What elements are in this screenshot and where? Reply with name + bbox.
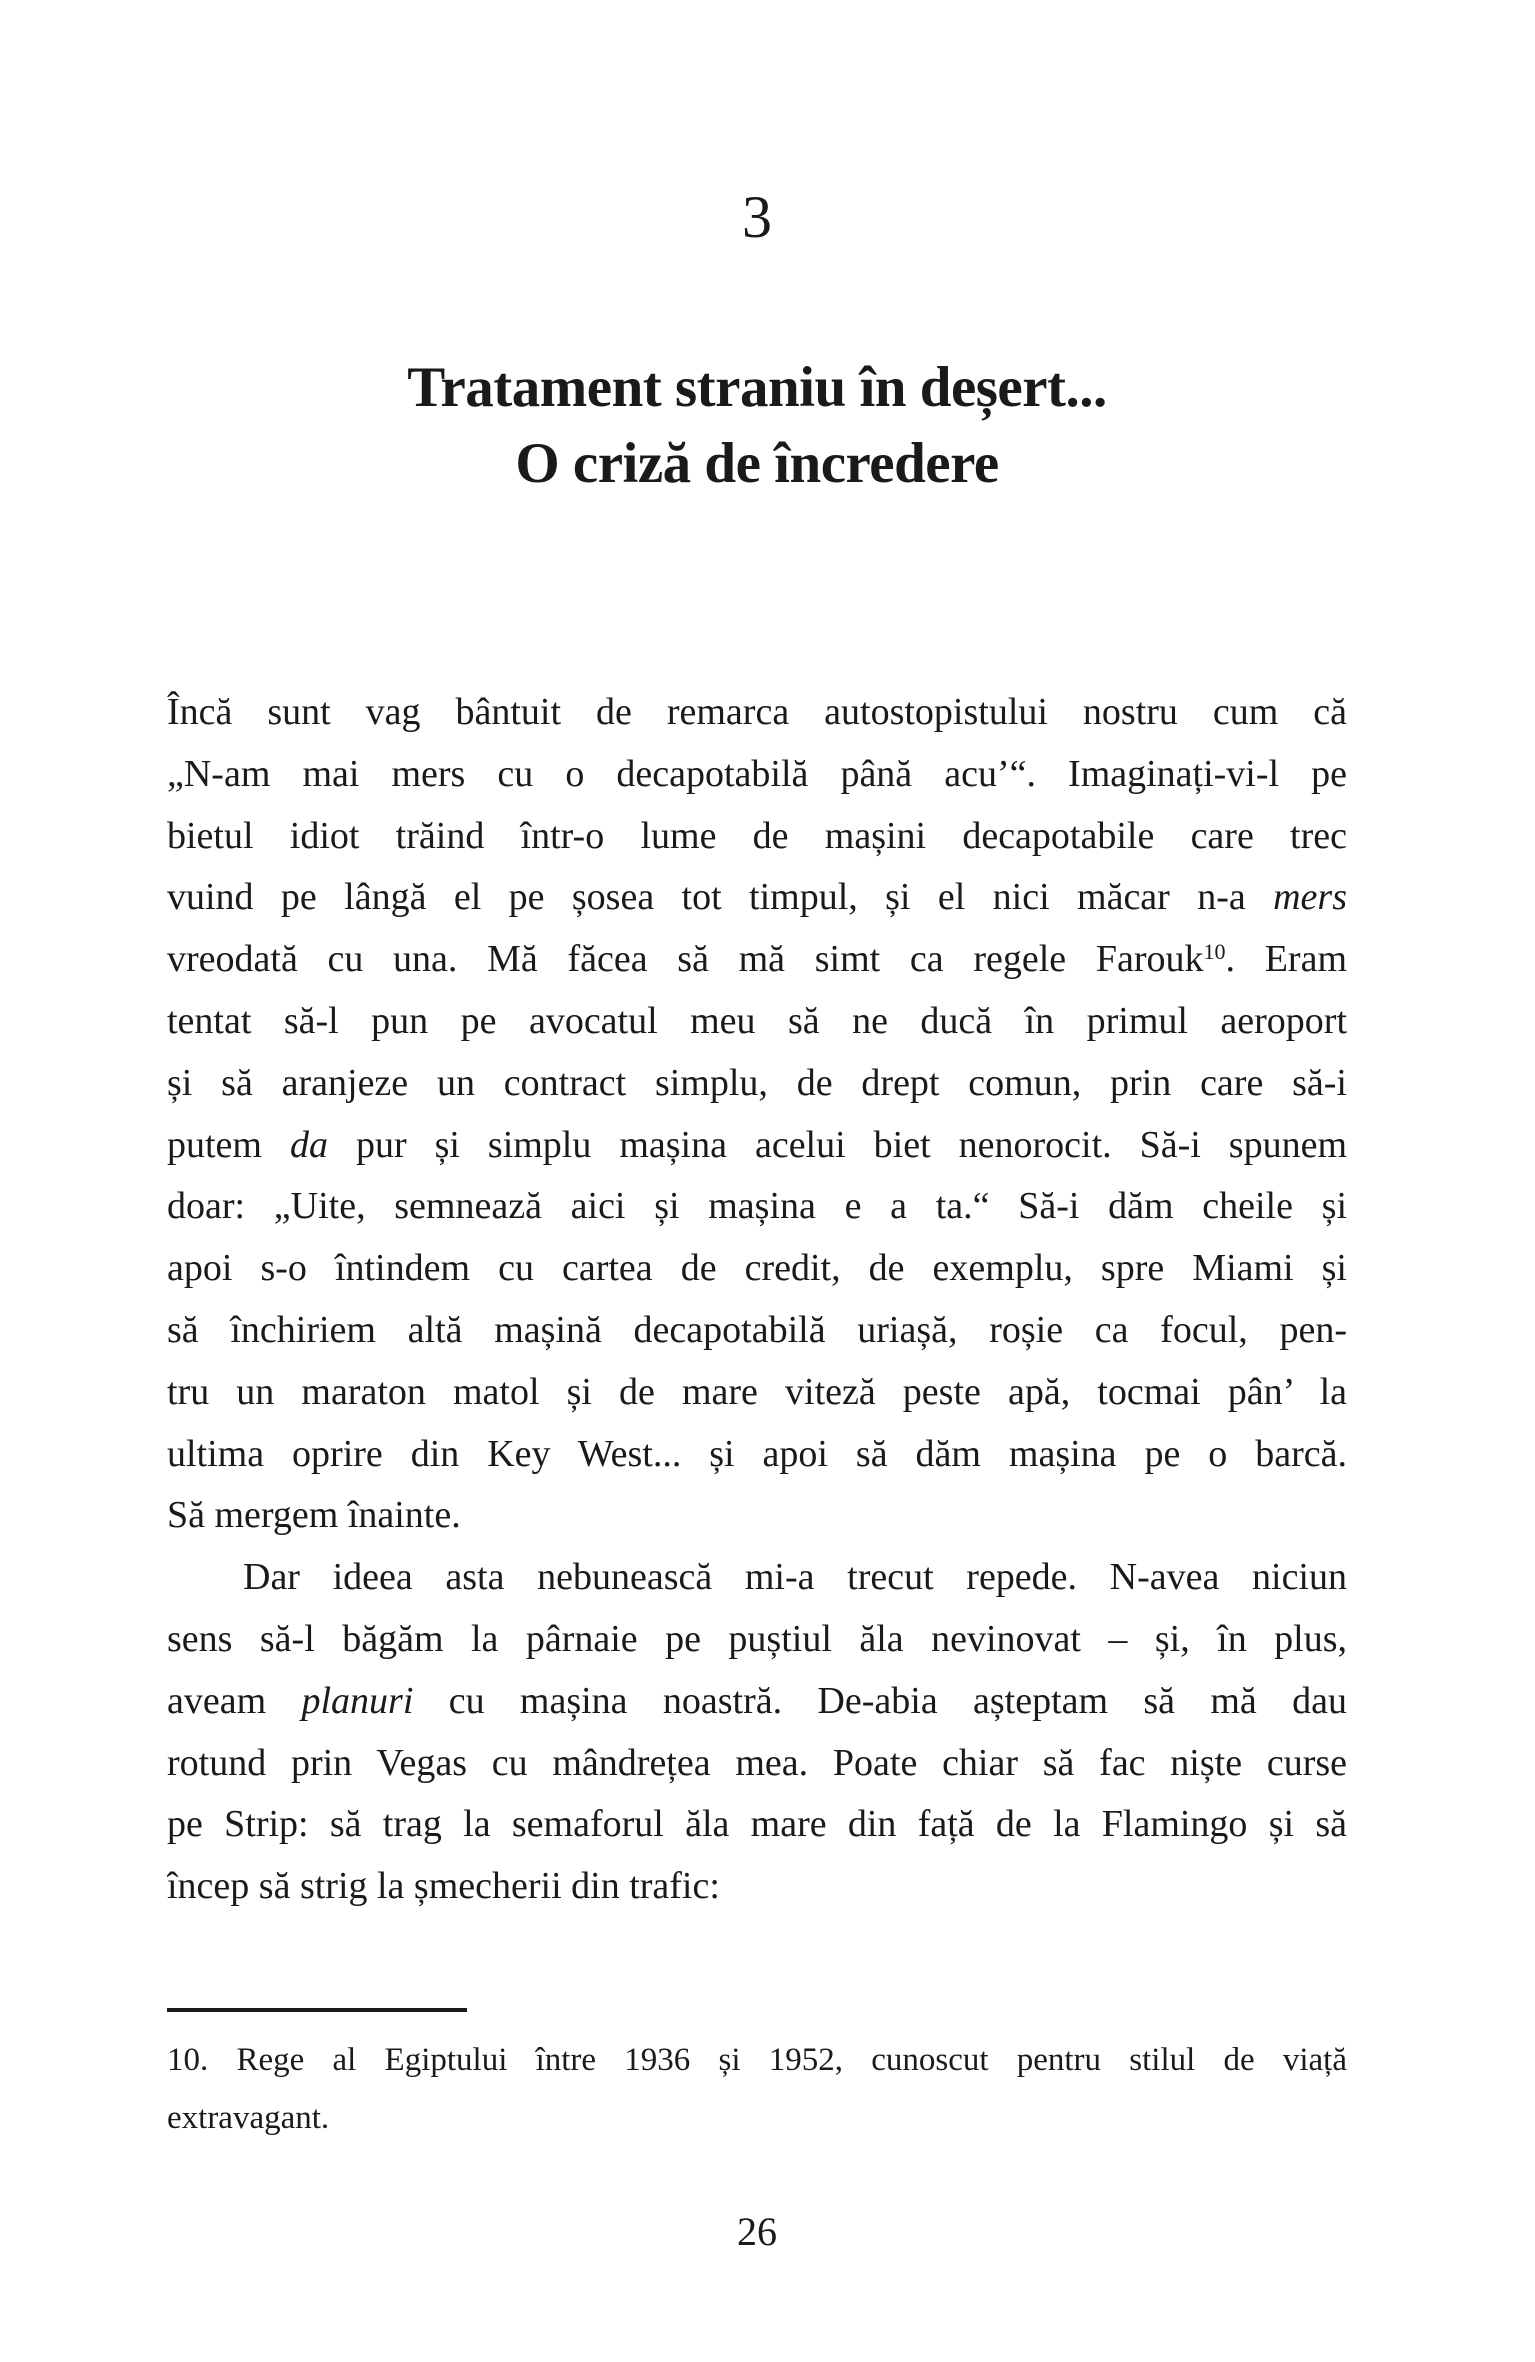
text-line [167, 2032, 1347, 2090]
text-line [167, 1300, 1347, 1362]
chapter-title [167, 350, 1347, 502]
text-segment: bietul idiot trăind într-o lume de mașini decapotabile care trec [167, 814, 1347, 857]
text-line [167, 1238, 1347, 1300]
text-segment: tru un maraton matol și de mare viteză peste apă, tocmai pân’ la [167, 1370, 1347, 1413]
text-line [167, 1547, 1347, 1609]
chapter-title-line-2: O criză de încredere [515, 432, 999, 495]
text-line [167, 1856, 1347, 1918]
text-segment: aveam [167, 1679, 302, 1722]
text-segment: rotund prin Vegas cu mândrețea mea. Poate chiar să fac niște curse [167, 1741, 1347, 1784]
paragraph [167, 1547, 1347, 1918]
text-segment: extravagant. [167, 2099, 330, 2136]
text-line [167, 1115, 1347, 1177]
text-line [167, 1485, 1347, 1547]
text-segment: „N-am mai mers cu o decapotabilă până acu’“. Imaginați-vi-l pe [167, 752, 1347, 795]
text-segment: ultima oprire din Key West... și apoi să dăm mașina pe o barcă. [167, 1432, 1347, 1475]
text-line [167, 1053, 1347, 1115]
text-line [167, 1176, 1347, 1238]
text-segment: pe Strip: să trag la semaforul ăla mare din față de la Flamingo și să [167, 1803, 1347, 1846]
text-segment: apoi s-o întindem cu cartea de credit, de exemplu, spre Miami și [167, 1247, 1347, 1290]
paragraph [167, 682, 1347, 1547]
text-segment: cu mașina noastră. De-abia așteptam să mă dau [413, 1679, 1347, 1722]
text-line [167, 991, 1347, 1053]
text-segment: putem [167, 1123, 290, 1166]
text-segment: Dar ideea asta nebunească mi-a trecut repede. N-avea niciun [243, 1556, 1347, 1599]
text-segment: vuind pe lângă el pe șosea tot timpul, și el nici măcar n-a [167, 876, 1274, 919]
text-line [167, 1733, 1347, 1795]
text-segment: pur și simplu mașina acelui biet nenorocit. Să-i spunem [327, 1123, 1347, 1166]
italic-text: planuri [301, 1679, 414, 1722]
text-segment: sens să-l băgăm la pârnaie pe puștiul ăla nevinovat – și, în plus, [167, 1617, 1347, 1660]
footnote-rule [167, 2008, 467, 2012]
text-segment: încep să strig la șmecherii din trafic: [167, 1865, 720, 1908]
text-line [167, 2090, 1347, 2148]
text-segment: 10. Rege al Egiptului între 1936 și 1952, cunoscut pentru stilul de viață [167, 2042, 1347, 2078]
text-line [167, 1794, 1347, 1856]
text-segment: să închiriem altă mașină decapotabilă uriașă, roșie ca focul, pen- [167, 1308, 1347, 1351]
text-line [167, 1671, 1347, 1733]
text-line [167, 929, 1347, 991]
body-text [167, 682, 1347, 1918]
text-line [167, 1424, 1347, 1486]
text-segment: tentat să-l pun pe avocatul meu să ne ducă în primul aeroport [167, 999, 1347, 1042]
footnote [167, 2032, 1347, 2147]
chapter-title-line-1: Tratament straniu în deșert... [407, 356, 1107, 419]
text-segment: Să mergem înainte. [167, 1494, 461, 1537]
text-segment: doar: „Uite, semnează aici și mașina e a ta.“ Să-i dăm cheile și [167, 1185, 1347, 1228]
text-segment: vreodată cu una. Mă făcea să mă simt ca regele Farouk [167, 938, 1204, 981]
italic-text: da [289, 1123, 328, 1166]
page-number: 26 [737, 2209, 777, 2254]
italic-text: mers [1273, 876, 1347, 919]
text-segment: Încă sunt vag bântuit de remarca autostopistului nostru cum că [167, 691, 1347, 733]
text-line [167, 867, 1347, 929]
text-line [167, 744, 1347, 806]
text-segment: și să aranjeze un contract simplu, de drept comun, prin care să-i [167, 1061, 1347, 1104]
text-segment: . Eram [1225, 938, 1347, 981]
text-line [167, 1609, 1347, 1671]
chapter-number: 3 [742, 184, 772, 250]
text-line [167, 1362, 1347, 1424]
footnote-reference: 10 [1203, 939, 1226, 965]
text-line [167, 806, 1347, 868]
text-line [167, 682, 1347, 744]
